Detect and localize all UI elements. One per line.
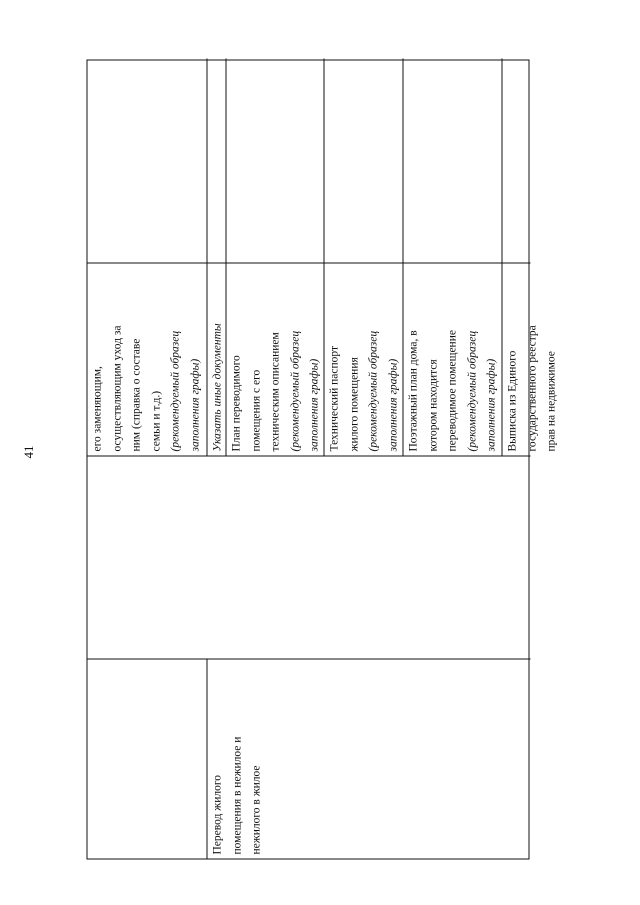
empty-column-cell [87, 455, 530, 658]
service-name-cell [207, 658, 530, 858]
document-note-line: заполнения графы) [386, 358, 399, 451]
service-name-cell-top [87, 658, 207, 858]
document-note-line: (рекомендуемый образец [169, 330, 182, 451]
document-line: помещения с его [249, 369, 262, 451]
document-cell [87, 262, 207, 455]
document-line: семьи и т.д.) [149, 390, 162, 451]
document-line: прав на недвижимое [545, 350, 558, 451]
document-note-line: (рекомендуемый образец [288, 330, 301, 451]
service-name-line: Перевод жилого [211, 774, 223, 854]
document-line: государственного реестра [525, 324, 538, 451]
document-line: ним (справка о составе [130, 338, 143, 451]
document-cell [226, 262, 324, 455]
document-note-line: (рекомендуемый образец [367, 330, 380, 451]
rotated-table-wrapper [86, 59, 558, 859]
document-line: жилого помещения [347, 356, 360, 451]
document-note-line: заполнения графы) [485, 358, 498, 451]
document-cell [403, 262, 502, 455]
empty-cell [87, 58, 207, 262]
empty-cell [207, 58, 226, 262]
document-note-line: Указать иные документы [211, 322, 223, 451]
document-line: котором находится [426, 358, 439, 451]
document-line: переводимое помещение [446, 329, 459, 451]
document-line: техническим описанием [269, 331, 282, 451]
document-cell [502, 262, 558, 455]
document-line: Поэтажный план дома, в [407, 329, 419, 451]
document-cell [207, 262, 226, 455]
services-table [86, 59, 558, 859]
document-cell [324, 262, 403, 455]
empty-cell [502, 58, 530, 262]
service-name-line: помещения в нежилое и [230, 736, 243, 854]
document-line: Выписка из Единого [506, 350, 518, 451]
empty-cell [403, 58, 502, 262]
document-note-line: (рекомендуемый образец [465, 330, 478, 451]
document-note-line: заполнения графы) [188, 358, 201, 451]
document-line: Технический паспорт [328, 345, 340, 451]
page-number: 41 [21, 445, 36, 459]
empty-cell [226, 58, 324, 262]
document-note-line: заполнения графы) [308, 358, 321, 451]
service-name-line: нежилого в жилое [250, 764, 263, 854]
document-line: осуществляющим уход за [110, 324, 123, 451]
document-line: План переводимого [230, 354, 242, 451]
document-line: его заменяющим, [91, 365, 103, 451]
empty-cell [324, 58, 403, 262]
